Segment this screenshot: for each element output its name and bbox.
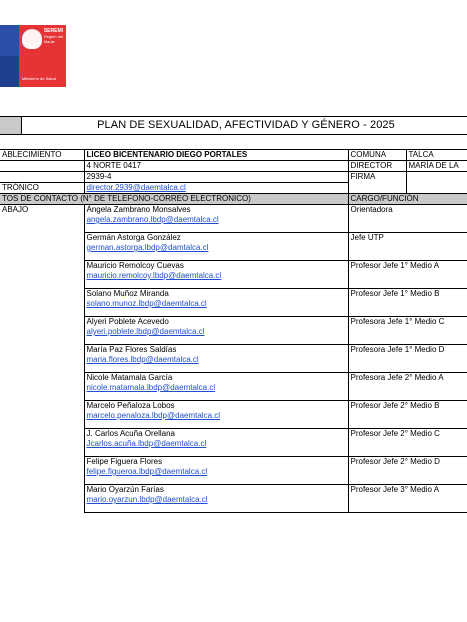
contact-name: Solano Muñoz Miranda xyxy=(86,289,169,298)
establecimiento-value: LICEO BICENTENARIO DIEGO PORTALES xyxy=(84,150,348,161)
director-label: DIRECTOR xyxy=(348,161,406,172)
contact-rows xyxy=(0,205,467,513)
contact-name: María Paz Flores Saldías xyxy=(86,345,177,354)
contact-email[interactable]: Jcarlos.acuña.lbdp@daemtalca.cl xyxy=(86,439,207,448)
contact-role: Profesor Jefe 2° Medio D xyxy=(348,457,467,485)
logo-region: Región del Maule xyxy=(43,34,63,44)
contacts-header-left: TOS DE CONTACTO (N° DE TELEFONO-CORREO ELECTRONICO) xyxy=(0,194,348,205)
comuna-value: TALCA xyxy=(406,150,467,161)
direccion-value: 4 NORTE 0417 xyxy=(84,161,348,172)
contact-role: Profesora Jefe 2° Medio A xyxy=(348,373,467,401)
comuna-label: COMUNA xyxy=(348,150,406,161)
contact-role: Profesor Jefe 1° Medio B xyxy=(348,289,467,317)
contact-role: Orientadora xyxy=(348,205,467,233)
contact-cell xyxy=(84,401,348,429)
seremi-logo xyxy=(0,25,66,87)
contact-email[interactable]: alyeri.poblete.lbdp@daemtalca.cl xyxy=(86,327,205,336)
contact-cell xyxy=(84,457,348,485)
crest-icon xyxy=(22,29,42,49)
logo-red-panel xyxy=(19,25,66,87)
establecimiento-label: ABLECIMIENTO xyxy=(0,150,84,161)
contact-cell xyxy=(84,233,348,261)
contact-email[interactable]: mauricio.remolcoy.lbdp@daemtalca.cl xyxy=(86,271,222,280)
director-email[interactable]: director.2939@daemtalca.cl xyxy=(86,183,186,192)
contact-cell xyxy=(84,261,348,289)
row-rbd xyxy=(0,172,467,183)
contact-email[interactable]: felipe.figueroa.lbdp@daemtalca.cl xyxy=(86,467,208,476)
row-direccion xyxy=(0,161,467,172)
contact-role: Profesora Jefe 1° Medio C xyxy=(348,317,467,345)
contact-role: Profesor Jefe 2° Medio B xyxy=(348,401,467,429)
rbd-value: 2939-4 xyxy=(84,172,348,183)
contact-email[interactable]: maria.flores.lbdp@daemtalca.cl xyxy=(86,355,199,364)
contact-name: Marcelo Peñaloza Lobos xyxy=(86,401,175,410)
contact-name: J. Carlos Acuña Orellana xyxy=(86,429,175,438)
contact-role: Profesor Jefe 1° Medio A xyxy=(348,261,467,289)
contact-name: Felipe Figuera Flores xyxy=(86,457,163,466)
contact-cell xyxy=(84,429,348,457)
contact-row xyxy=(0,205,467,233)
contact-cell xyxy=(84,345,348,373)
contact-email[interactable]: solano.munoz.lbdp@daemtalca.cl xyxy=(86,299,207,308)
contact-name: Germán Astorga González xyxy=(86,233,181,242)
logo-ministry: Ministerio de Salud xyxy=(21,76,56,81)
director-email-link[interactable] xyxy=(84,183,348,194)
contact-name: Mauricio Remolcoy Cuevas xyxy=(86,261,184,270)
director-value: MARÍA DE LA xyxy=(406,161,467,172)
contact-email[interactable]: marcelo.penaloza.lbdp@daemtalca.cl xyxy=(86,411,221,420)
contact-name: Alyeri Poblete Acevedo xyxy=(86,317,169,326)
correo-label: TRÓNICO xyxy=(0,183,84,194)
contact-name: Ángela Zambrano Monsalves xyxy=(86,205,191,214)
logo-brand: SEREMI xyxy=(43,28,63,34)
contact-cell xyxy=(84,205,348,233)
contact-email[interactable]: nicole.matamala.lbdp@daemtalca.cl xyxy=(86,383,216,392)
contact-name: Nicole Matamala García xyxy=(86,373,173,382)
equipo-label: ABAJO xyxy=(0,205,84,513)
contact-cell xyxy=(84,317,348,345)
plan-table xyxy=(0,149,467,513)
contact-name: Mario Oyarzún Farías xyxy=(86,485,164,494)
contact-cell xyxy=(84,373,348,401)
contacts-header xyxy=(0,194,467,205)
contact-role: Profesora Jefe 1° Medio D xyxy=(348,345,467,373)
title-bar-gray-cell xyxy=(0,117,22,134)
flag-blue-band xyxy=(0,25,19,87)
row-establecimiento xyxy=(0,150,467,161)
contact-email[interactable]: angela.zambrano.lbdp@daemtalca.cl xyxy=(86,215,219,224)
page-title: PLAN DE SEXUALIDAD, AFECTIVIDAD Y GÉNERO - 2025 xyxy=(97,119,395,131)
title-bar xyxy=(0,116,467,135)
contact-email[interactable]: mario.oyarzun.lbdp@daemtalca.cl xyxy=(86,495,208,504)
contact-role: Profesor Jefe 3° Medio A xyxy=(348,485,467,513)
firma-value xyxy=(406,172,467,194)
contact-cell xyxy=(84,289,348,317)
contact-email[interactable]: german.astorga.lbdp@damtalca.cl xyxy=(86,243,209,252)
contact-cell xyxy=(84,485,348,513)
contact-role: Profesor Jefe 2° Medio C xyxy=(348,429,467,457)
contact-role: Jefe UTP xyxy=(348,233,467,261)
firma-label: FIRMA xyxy=(348,172,406,194)
contacts-header-right: CARGO/FUNCIÓN xyxy=(348,194,467,205)
